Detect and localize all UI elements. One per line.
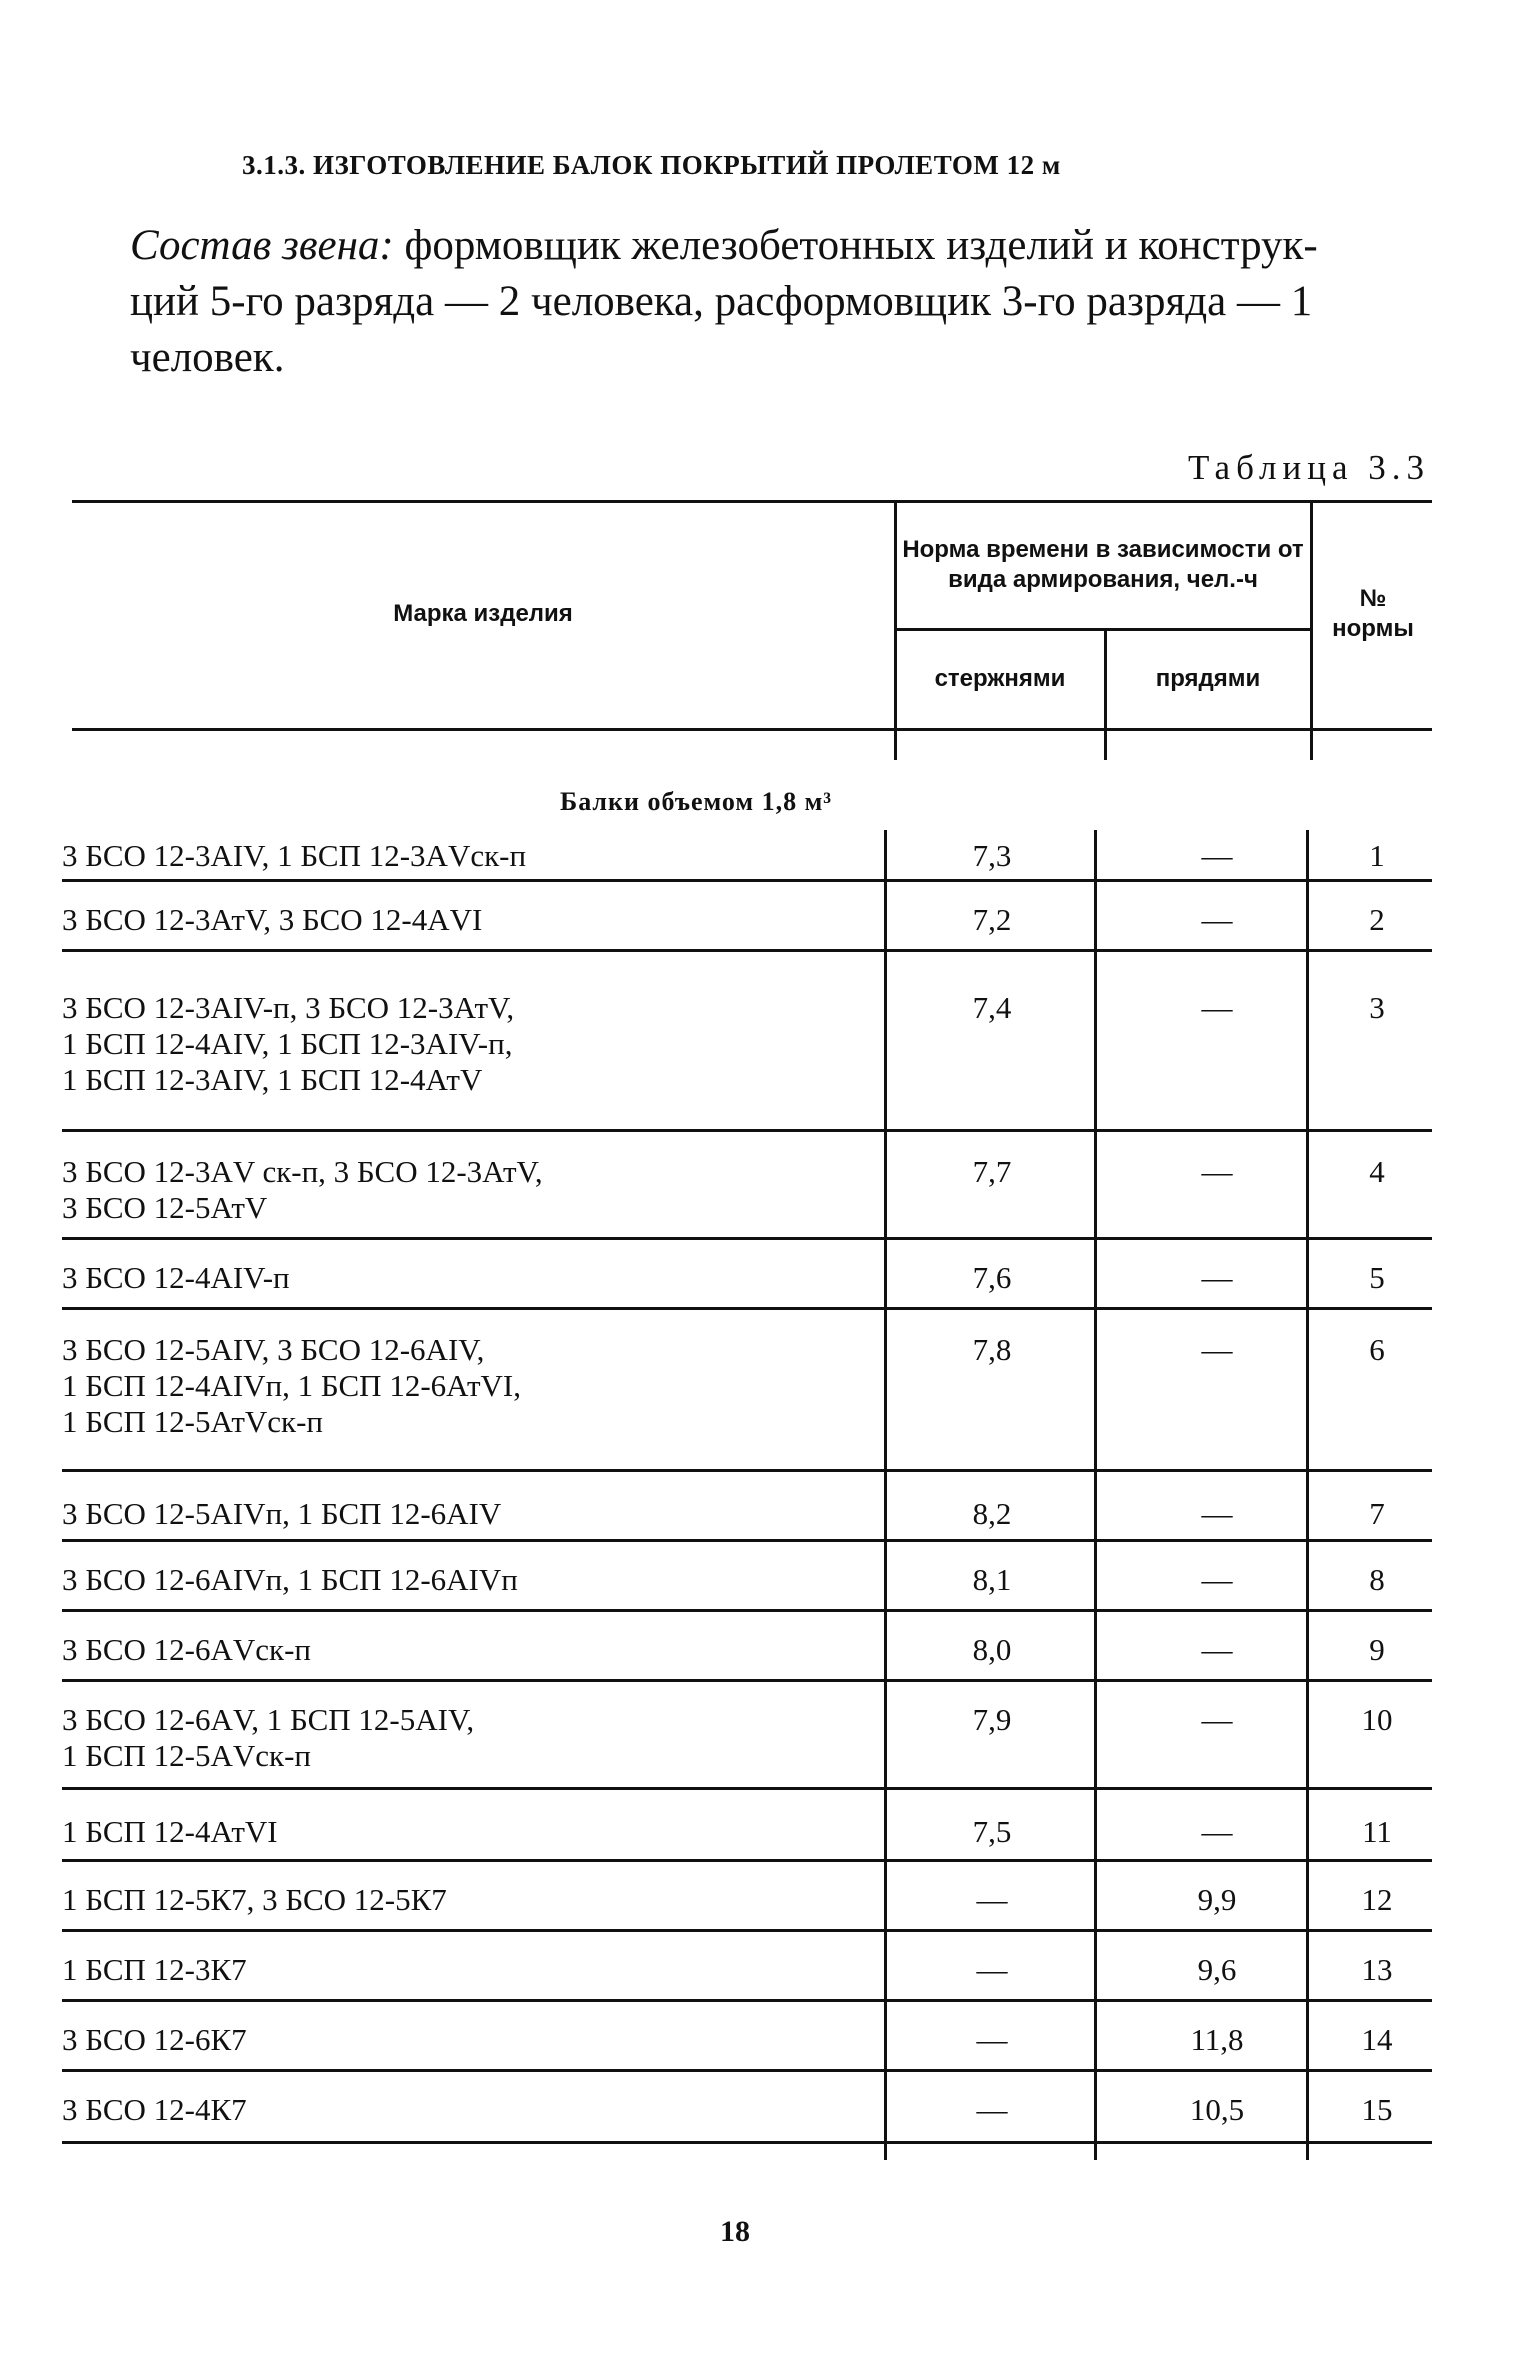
table-row — [62, 1862, 1432, 1932]
table-row — [62, 1132, 1432, 1240]
row-strands: 9,6 — [1197, 1952, 1237, 1987]
row-number: 15 — [1361, 2092, 1393, 2127]
row-mark: 1 БСП 12-5К7, 3 БСО 12-5К7 — [62, 1882, 447, 1917]
table-row — [62, 1612, 1432, 1682]
row-number: 6 — [1369, 1332, 1385, 1367]
row-mark: 3 БСО 12-3АV ск-п, 3 БСО 12-3АтV, 3 БСО 12-5АтV — [62, 1154, 543, 1225]
table-row — [62, 1472, 1432, 1542]
header-norm-symbol: № — [1359, 585, 1387, 612]
crew-composition — [130, 218, 1430, 386]
row-mark: 3 БСО 12-4К7 — [62, 2092, 247, 2127]
row-number: 1 — [1369, 838, 1385, 873]
table-caption: Таблица 3.3 — [1188, 448, 1430, 487]
row-strands: — — [1201, 1260, 1233, 1295]
row-strands: — — [1201, 1154, 1233, 1189]
row-strands: 10,5 — [1189, 2092, 1245, 2127]
row-rods: 7,4 — [972, 990, 1012, 1025]
row-number: 14 — [1361, 2022, 1393, 2057]
row-strands: — — [1201, 1702, 1233, 1737]
row-strands: — — [1201, 902, 1233, 937]
table-row — [62, 1310, 1432, 1472]
row-mark: 3 БСО 12-3АIV-п, 3 БСО 12-3АтV, 1 БСП 12-4АIV, 1 БСП 12-3АIV-п, 1 БСП 12-3АIV, 1 БСП 12-4АтV — [62, 990, 515, 1097]
table-body — [62, 830, 1432, 2144]
row-number: 3 — [1369, 990, 1385, 1025]
row-number: 11 — [1362, 1814, 1392, 1849]
row-mark: 3 БСО 12-6АIVп, 1 БСП 12-6АIVп — [62, 1562, 518, 1597]
row-mark: 3 БСО 12-6АV, 1 БСП 12-5АIV, 1 БСП 12-5АVск-п — [62, 1702, 475, 1773]
header-rods: стержнями — [934, 665, 1066, 692]
row-rods: — — [976, 2022, 1008, 2057]
table-row — [62, 1790, 1432, 1862]
crew-label: Состав звена: — [130, 222, 394, 269]
row-mark: 1 БСП 12-4АтVI — [62, 1814, 278, 1849]
section-heading: 3.1.3. ИЗГОТОВЛЕНИЕ БАЛОК ПОКРЫТИЙ ПРОЛЕТОМ 12 м — [242, 150, 1061, 180]
row-strands: — — [1201, 1332, 1233, 1367]
row-number: 12 — [1361, 1882, 1393, 1917]
row-mark: 3 БСО 12-5АIVп, 1 БСП 12-6АIV — [62, 1496, 502, 1531]
row-strands: — — [1201, 1814, 1233, 1849]
row-rods: — — [976, 1882, 1008, 1917]
table-row — [62, 830, 1432, 882]
row-mark: 3 БСО 12-6АVск-п — [62, 1632, 311, 1667]
row-number: 8 — [1369, 1562, 1385, 1597]
table-row — [62, 2072, 1432, 2144]
row-mark: 3 БСО 12-3АтV, 3 БСО 12-4АVI — [62, 902, 483, 937]
row-number: 13 — [1361, 1952, 1393, 1987]
row-mark: 1 БСП 12-3К7 — [62, 1952, 247, 1987]
row-rods: 7,2 — [972, 902, 1012, 937]
header-strands: прядями — [1155, 665, 1261, 692]
row-rods: 7,3 — [972, 838, 1012, 873]
row-strands: — — [1201, 1632, 1233, 1667]
row-strands: — — [1201, 838, 1233, 873]
page-number: 18 — [720, 2215, 750, 2248]
header-bottom-rule — [72, 728, 1432, 731]
header-mid-rule — [894, 628, 1310, 631]
header-divider-2 — [1104, 628, 1107, 760]
header-norm-word: нормы — [1332, 615, 1414, 642]
row-number: 10 — [1361, 1702, 1393, 1737]
row-rods: — — [976, 2092, 1008, 2127]
table-row — [62, 1542, 1432, 1612]
row-strands: — — [1201, 1496, 1233, 1531]
table-header — [72, 500, 1432, 732]
header-norm-time: Норма времени в зависимости от вида армирования, чел.-ч — [902, 536, 1304, 593]
row-rods: — — [976, 1952, 1008, 1987]
header-mark: Марка изделия — [393, 600, 573, 627]
table-row — [62, 1682, 1432, 1790]
row-mark: 3 БСО 12-5АIV, 3 БСО 12-6АIV, 1 БСП 12-4АIVп, 1 БСП 12-6АтVI, 1 БСП 12-5АтVск-п — [62, 1332, 521, 1439]
row-number: 5 — [1369, 1260, 1385, 1295]
row-rods: 7,6 — [972, 1260, 1012, 1295]
row-rods: 7,9 — [972, 1702, 1012, 1737]
row-strands: 9,9 — [1197, 1882, 1237, 1917]
row-rods: 7,8 — [972, 1332, 1012, 1367]
row-rods: 8,2 — [972, 1496, 1012, 1531]
row-mark: 3 БСО 12-3АIV, 1 БСП 12-3АVск-п — [62, 838, 527, 873]
row-rods: 7,5 — [972, 1814, 1012, 1849]
group-title: Балки объемом 1,8 м³ — [560, 787, 833, 816]
row-mark: 3 БСО 12-4АIV-п — [62, 1260, 290, 1295]
crew-text-line2: ций 5-го разряда — 2 человека, расформовщик 3-го разряда — 1 человек. — [130, 278, 1313, 381]
row-rods: 8,0 — [972, 1632, 1012, 1667]
row-number: 2 — [1369, 902, 1385, 937]
table-row — [62, 1240, 1432, 1310]
header-divider-3 — [1310, 500, 1313, 760]
table-row — [62, 2002, 1432, 2072]
row-strands: — — [1201, 1562, 1233, 1597]
row-rods: 7,7 — [972, 1154, 1012, 1189]
row-number: 7 — [1369, 1496, 1385, 1531]
header-norm-number — [1314, 500, 1432, 728]
row-rods: 8,1 — [972, 1562, 1012, 1597]
row-strands: 11,8 — [1190, 2022, 1244, 2057]
row-number: 9 — [1369, 1632, 1385, 1667]
table-row — [62, 882, 1432, 952]
row-number: 4 — [1369, 1154, 1385, 1189]
table-row — [62, 1932, 1432, 2002]
table-row — [62, 952, 1432, 1132]
row-mark: 3 БСО 12-6К7 — [62, 2022, 247, 2057]
row-strands: — — [1201, 990, 1233, 1025]
crew-text-line1: формовщик железобетонных изделий и конструк- — [393, 222, 1318, 269]
